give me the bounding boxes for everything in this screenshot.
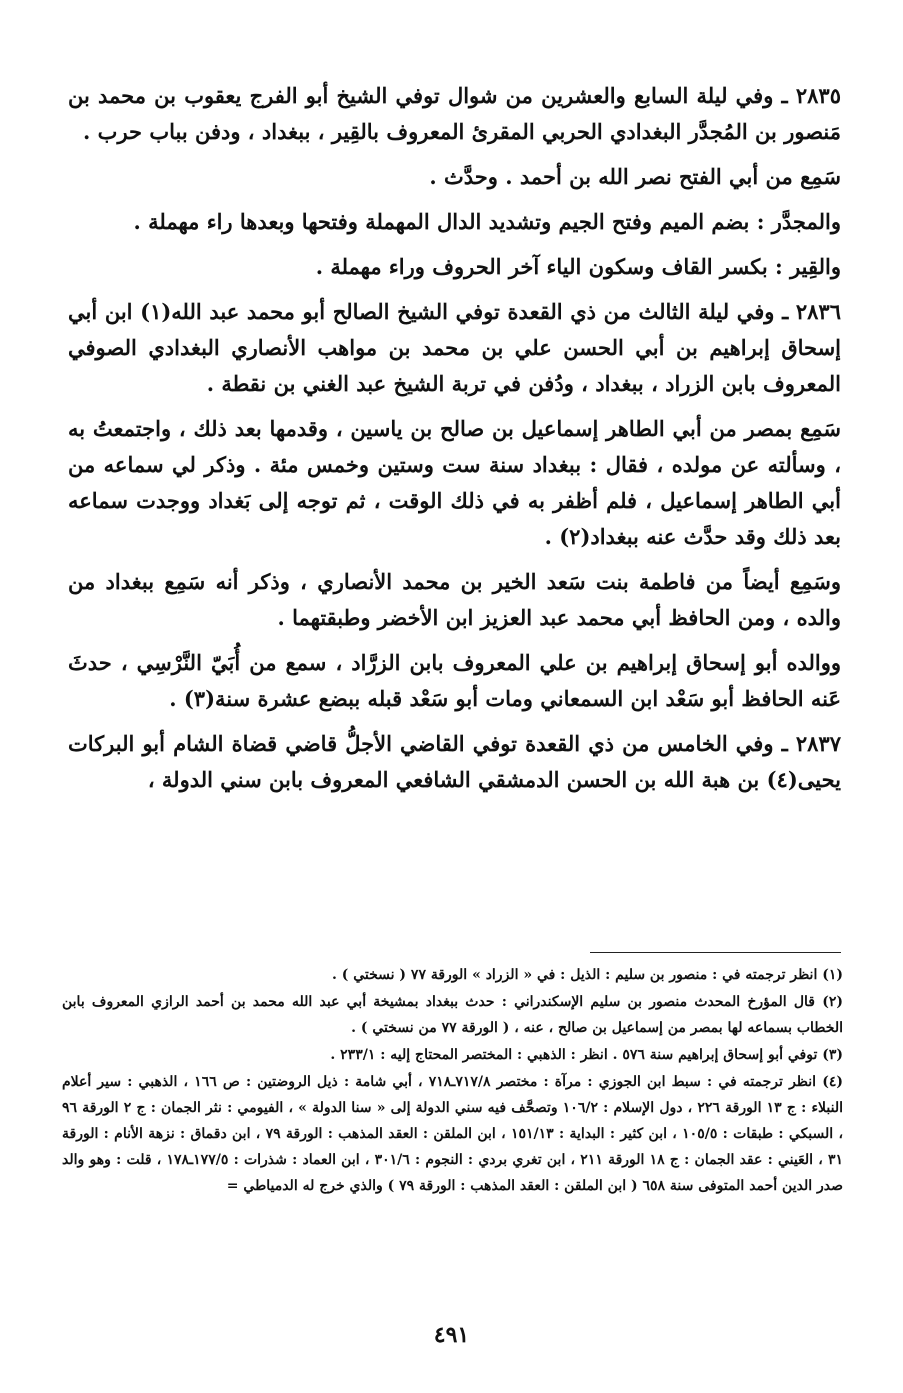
paragraph-entry-2835: ٢٨٣٥ ـ وفي ليلة السابع والعشرين من شوال توفي الشيخ أبو الفرج يعقوب بن محمد بن مَنصور بن المُجدَّر البغدادي الحربي المقرئ المعروف بالقِير ، ببغداد ، ودفن بباب حرب . bbox=[68, 83, 841, 144]
paragraph-father: ووالده أبو إسحاق إبراهيم بن علي المعروف بابن الزرَّاد ، سمع من أُبَيّ النَّرْسِي ، حدثَ عَنه الحافظ أبو سَعْد ابن السمعاني ومات أبو سَعْد قبله ببضع عشرة سنة(٣) . bbox=[68, 650, 841, 711]
main-text bbox=[68, 78, 841, 807]
footnote-2: (٢) قال المؤرخ المحدث منصور بن سليم الإسكندراني : حدث ببغداد بمشيخة أبي عبد الله محمد بن أحمد الرازي المعروف بابن الخطاب بسماعه لها بمصر من إسماعيل بن صالح ، عنه ، ( الورقة ٧٧ من نسختي ) . bbox=[62, 994, 843, 1036]
footnotes bbox=[62, 962, 843, 1200]
paragraph-entry-2836: ٢٨٣٦ ـ وفي ليلة الثالث من ذي القعدة توفي الشيخ الصالح أبو محمد عبد الله(١) ابن أبي إسحاق إبراهيم بن أبي الحسن علي بن محمد بن مواهب الأنصاري البغدادي الصوفي المعروف بابن الزراد ، ببغداد ، ودُفن في تربة الشيخ عبد الغني بن نقطة . bbox=[68, 299, 841, 396]
paragraph-heard-fatima: وسَمِع أيضاً من فاطمة بنت سَعد الخير بن محمد الأنصاري ، وذكر أنه سَمِع ببغداد من والده ، ومن الحافظ أبي محمد عبد العزيز ابن الأخضر وطبقتهما . bbox=[68, 569, 841, 630]
paragraph-mujaddar-note: والمجدَّر : بضم الميم وفتح الجيم وتشديد الدال المهملة وفتحها وبعدها راء مهملة . bbox=[133, 209, 841, 234]
page-number: ٤٩١ bbox=[433, 1322, 470, 1348]
paragraph-heard: سَمِع من أبي الفتح نصر الله بن أحمد . وحدَّث . bbox=[429, 164, 841, 189]
paragraph-heard-egypt: سَمِع بمصر من أبي الطاهر إسماعيل بن صالح بن ياسين ، وقدمها بعد ذلك ، واجتمعتُ به ، وسألته عن مولده ، فقال : ببغداد سنة ست وستين وخمس مئة . وذكر لي سماعه من أبي الطاهر إسماعيل ، فلم أظفر به في ذلك الوقت ، ثم توجه إلى بَغداد ووجدت سماعه بعد ذلك وقد حدَّث عنه ببغداد(٢) . bbox=[68, 416, 841, 549]
footnote-divider bbox=[590, 952, 841, 953]
footnote-4: (٤) انظر ترجمته في : سبط ابن الجوزي : مرآة : مختصر ٧١٧/٨ـ٧١٨ ، أبي شامة : ذيل الروضتين : ص ١٦٦ ، الذهبي : سير أعلام النبلاء : ج ١٣ الورقة ٢٢٦ ، دول الإسلام : ١٠٦/٢ وتصحَّف فيه سني الدولة إلى « سنا الدولة » ، الفيومي : نثر الجمان : ج ٢ الورقة ٩٦ ، السبكي : طبقات : ١٠٥/٥ ، ابن كثير : البداية : ١٥١/١٣ ، ابن الملقن : العقد المذهب : الورقة ٧٩ ، ابن دقماق : نزهة الأنام : الورقة ٣١ ، العَيني : عقد الجمان : ج ١٨ الورقة ٢١١ ، ابن تغري بردي : النجوم : ٣٠١/٦ ، ابن العماد : شذرات : ١٧٧/٥ـ١٧٨ ، قلت : وهو والد صدر الدين أحمد المتوفى سنة ٦٥٨ ( ابن الملقن : العقد المذهب : الورقة ٧٩ ) والذي خرج له الدمياطي = bbox=[62, 1074, 844, 1194]
paragraph-qir-note: والقِير : بكسر القاف وسكون الياء آخر الحروف وراء مهملة . bbox=[315, 254, 841, 279]
paragraph-entry-2837: ٢٨٣٧ ـ وفي الخامس من ذي القعدة توفي القاضي الأجلُّ قاضي قضاة الشام أبو البركات يحيى(٤) بن هبة الله بن الحسن الدمشقي الشافعي المعروف بابن سني الدولة ، bbox=[68, 731, 841, 792]
footnote-3: (٣) توفي أبو إسحاق إبراهيم سنة ٥٧٦ . انظر : الذهبي : المختصر المحتاج إليه : ٢٣٣/١ . bbox=[330, 1047, 843, 1063]
footnote-1: (١) انظر ترجمته في : منصور بن سليم : الذيل : في « الزراد » الورقة ٧٧ ( نسختي ) . bbox=[331, 967, 843, 983]
